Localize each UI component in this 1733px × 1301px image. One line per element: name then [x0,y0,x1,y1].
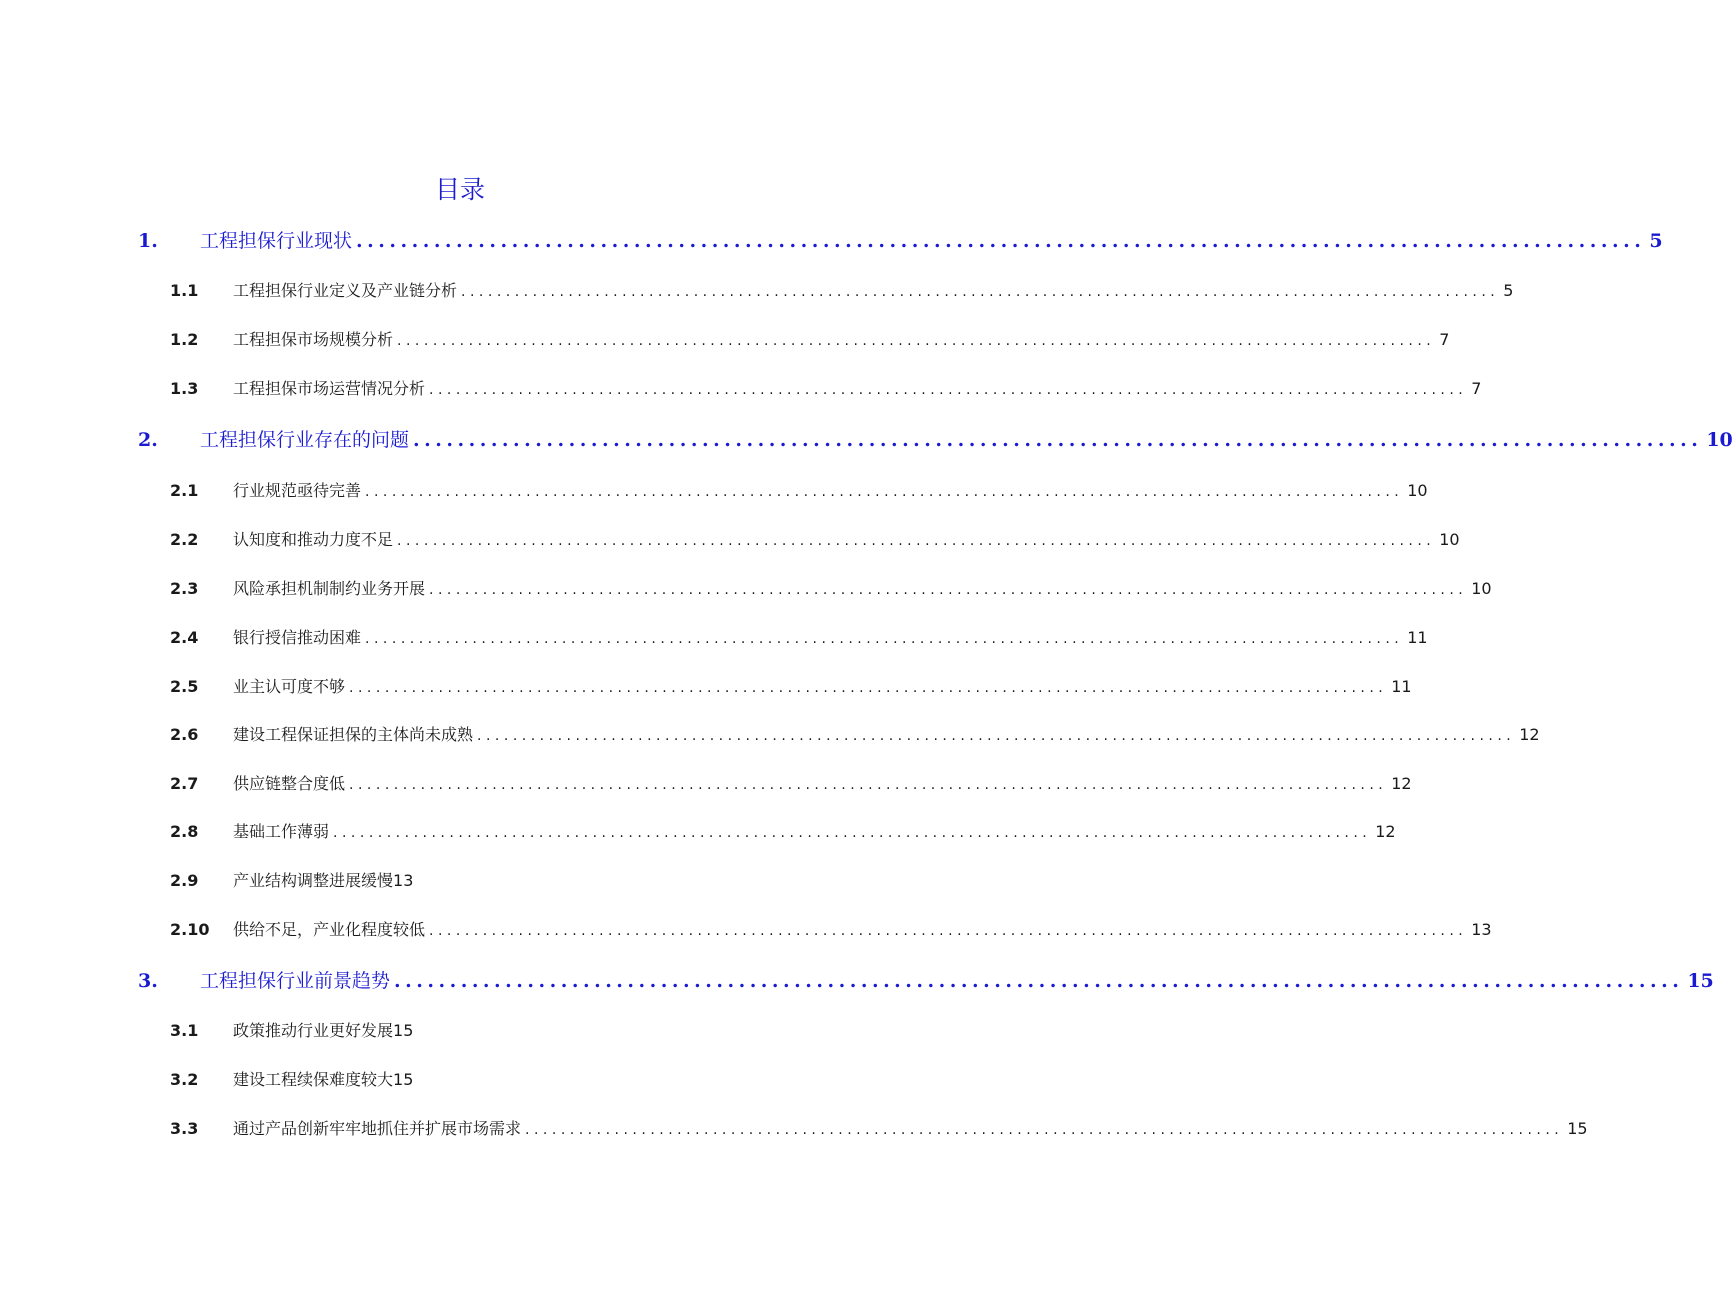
toc-title: 目录 [434,175,485,204]
toc-section-entry[interactable] [170,478,1428,501]
toc-section-entry[interactable] [170,868,775,891]
toc-section-entry[interactable] [170,376,1482,399]
toc-section-entry[interactable] [170,674,1412,697]
toc-entry-page: 12 [1391,774,1412,793]
toc-entry-page: 10 [1407,481,1428,500]
toc-chapter-entry[interactable] [138,226,1663,253]
toc-dot-leader: .................................................................................................................... [397,333,1436,349]
toc-dot-leader: .................................................................................................................... [333,825,1372,841]
toc-chapter-entry[interactable] [138,966,1714,993]
toc-section-entry[interactable] [170,771,1412,794]
toc-entry-page: 7 [1471,379,1482,398]
toc-entry-page: 13 [1471,920,1492,939]
toc-entry-number: 3.3 [170,1119,199,1138]
toc-entry-number: 2. [138,429,158,451]
toc-entry-label: 工程担保行业前景趋势 [200,970,391,992]
toc-dot-leader: .................................................................................................................... [461,284,1500,300]
toc-entry-label: 建设工程续保难度较大 [233,1070,394,1089]
toc-dot-leader: .................................................................................................................... [477,728,1516,744]
toc-entry-number: 1.1 [170,281,199,300]
toc-section-entry[interactable] [170,625,1428,648]
toc-entry-number: 3.1 [170,1021,199,1040]
toc-dot-leader: .................................................................................................................... [365,631,1404,647]
toc-entry-label: 工程担保市场运营情况分析 [233,379,426,398]
toc-entry-number: 2.5 [170,677,199,696]
toc-section-entry[interactable] [170,1067,775,1090]
toc-dot-leader: .................................................................................................................... [429,382,1468,398]
toc-entry-page: 5 [1503,281,1514,300]
toc-entry-number: 1.3 [170,379,199,398]
toc-section-entry[interactable] [170,819,1396,842]
toc-dot-leader: .................................................................................................................... [429,923,1468,939]
toc-entry-label: 工程担保市场规模分析 [233,330,394,349]
toc-entry-label: 工程担保行业存在的问题 [200,429,410,451]
toc-entry-label: 政策推动行业更好发展 [233,1021,394,1040]
toc-section-entry[interactable] [170,917,1492,940]
toc-dot-leader: .................................................................................................................... [349,777,1388,793]
toc-dot-leader: .................................................................................................................... [356,230,1646,252]
toc-section-entry[interactable] [170,1116,1588,1139]
toc-dot-leader: .................................................................................................................... [349,680,1388,696]
toc-dot-leader: .................................................................................................................... [525,1122,1564,1138]
toc-entry-label: 行业规范亟待完善 [233,481,362,500]
toc-dot-leader: .................................................................................................................... [394,970,1684,992]
toc-section-entry[interactable] [170,722,1540,745]
toc-entry-label: 工程担保行业现状 [200,230,353,252]
toc-entry-number: 2.2 [170,530,199,549]
toc-entry-page: 15 [393,1070,414,1089]
toc-entry-page: 10 [1471,579,1492,598]
toc-entry-number: 2.9 [170,871,199,890]
toc-entry-number: 1. [138,230,158,252]
toc-entry-label: 银行授信推动困难 [233,628,362,647]
toc-chapter-entry[interactable] [138,425,1733,452]
toc-entry-number: 2.7 [170,774,199,793]
toc-entry-number: 3. [138,970,158,992]
toc-entry-page: 15 [1567,1119,1588,1138]
toc-entry-page: 10 [1706,429,1733,451]
toc-entry-page: 12 [1375,822,1396,841]
toc-entry-page: 13 [393,871,414,890]
toc-entry-number: 1.2 [170,330,199,349]
toc-entry-label: 工程担保行业定义及产业链分析 [233,281,458,300]
toc-section-entry[interactable] [170,527,1460,550]
toc-entry-label: 产业结构调整进展缓慢 [233,871,394,890]
toc-entry-label: 基础工作薄弱 [233,822,330,841]
toc-entry-label: 风险承担机制制约业务开展 [233,579,426,598]
toc-entry-label: 业主认可度不够 [233,677,346,696]
toc-entry-page: 12 [1519,725,1540,744]
toc-section-entry[interactable] [170,576,1492,599]
toc-entry-number: 3.2 [170,1070,199,1089]
toc-entry-label: 供给不足，产业化程度较低 [233,920,426,939]
toc-dot-leader: .................................................................................................................... [397,533,1436,549]
toc-entry-page: 11 [1407,628,1428,647]
toc-section-entry[interactable] [170,278,1514,301]
toc-entry-page: 15 [393,1021,414,1040]
toc-entry-number: 2.8 [170,822,199,841]
toc-section-entry[interactable] [170,1018,775,1041]
toc-entry-page: 10 [1439,530,1460,549]
toc-entry-label: 供应链整合度低 [233,774,346,793]
toc-entry-number: 2.3 [170,579,199,598]
toc-entry-number: 2.6 [170,725,199,744]
toc-entry-number: 2.4 [170,628,199,647]
toc-entry-page: 5 [1649,230,1663,252]
toc-entry-number: 2.10 [170,920,210,939]
toc-section-entry[interactable] [170,327,1450,350]
toc-dot-leader: .................................................................................................................... [365,484,1404,500]
toc-entry-label: 通过产品创新牢牢地抓住并扩展市场需求 [233,1119,522,1138]
toc-entry-page: 7 [1439,330,1450,349]
toc-entry-label: 认知度和推动力度不足 [233,530,394,549]
toc-entry-label: 建设工程保证担保的主体尚未成熟 [233,725,474,744]
toc-dot-leader: .................................................................................................................... [413,429,1703,451]
toc-dot-leader: .................................................................................................................... [429,582,1468,598]
toc-entry-page: 15 [1687,970,1714,992]
toc-entry-page: 11 [1391,677,1412,696]
toc-entry-number: 2.1 [170,481,199,500]
